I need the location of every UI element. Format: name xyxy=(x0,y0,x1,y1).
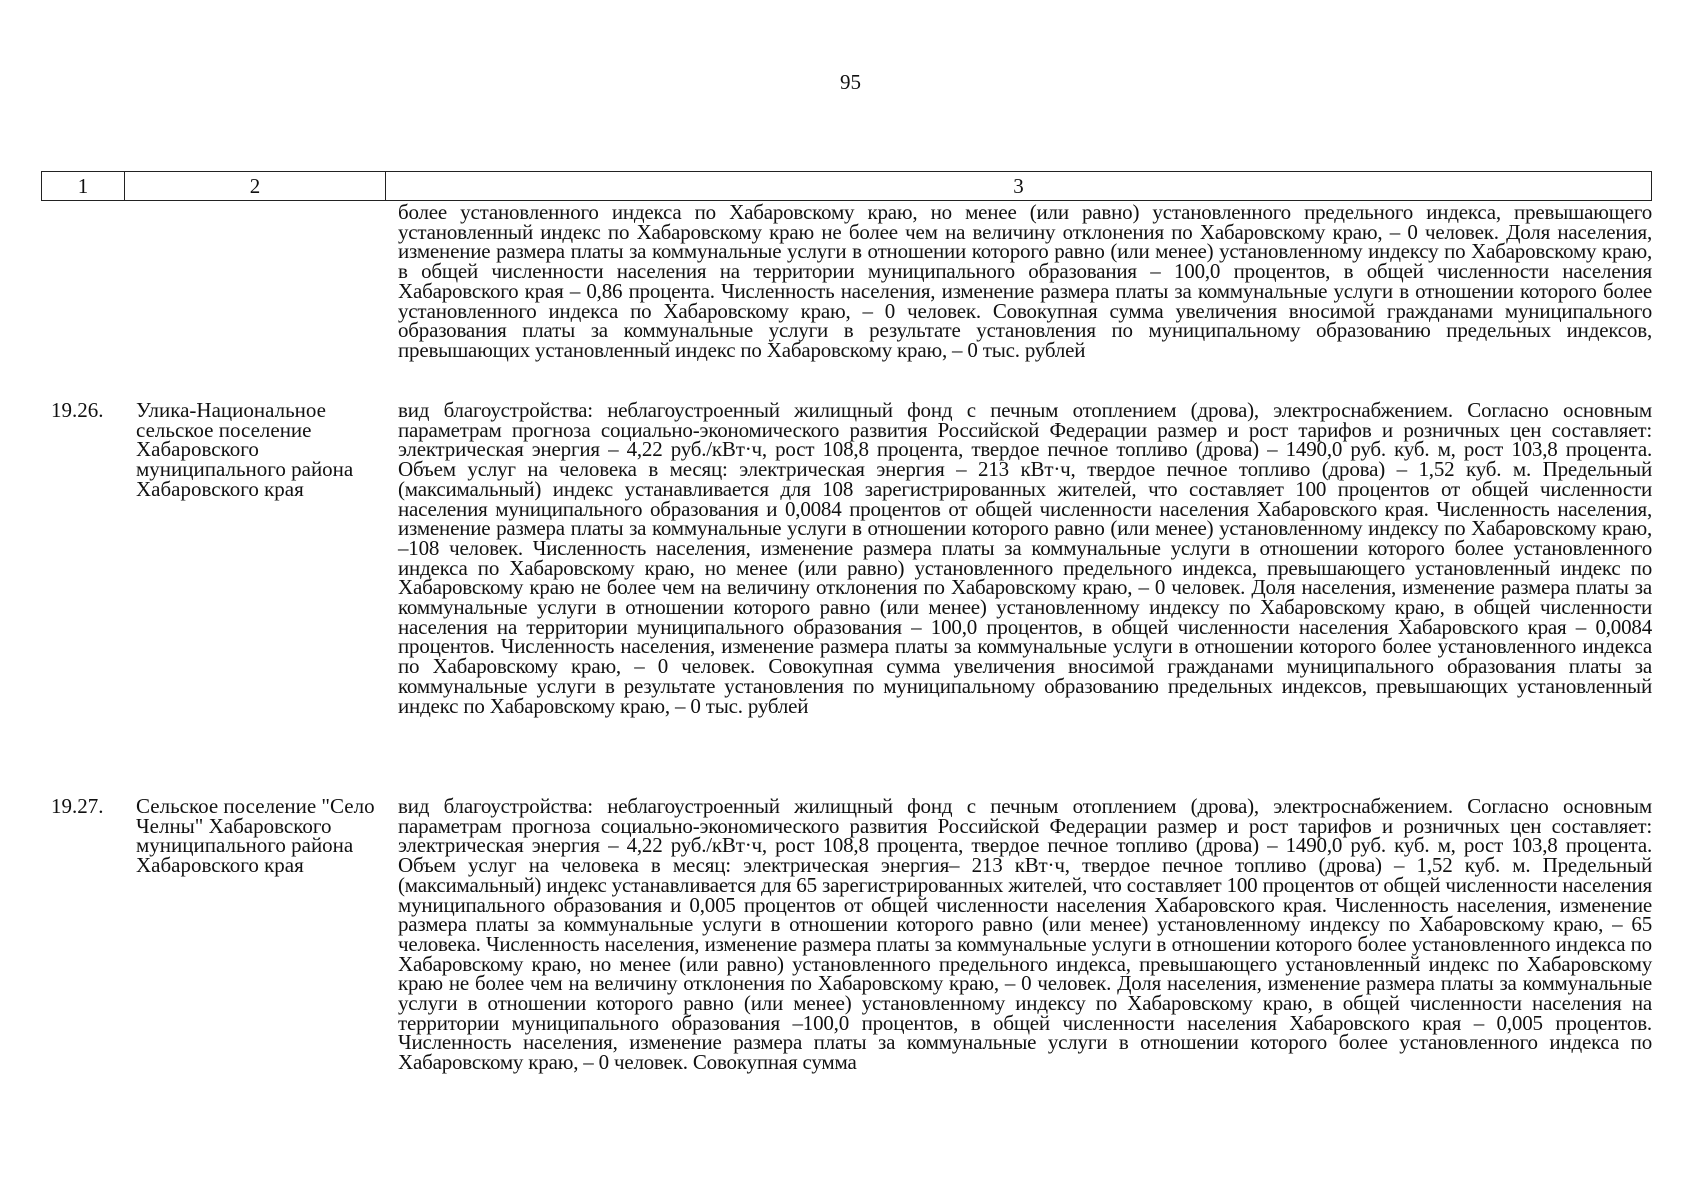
column-header-3: 3 xyxy=(386,172,1652,201)
municipality-name: Сельское поселение "Село Челны" Хабаровского муниципального района Хабаровского края xyxy=(136,794,375,878)
column-header-1: 1 xyxy=(42,172,125,201)
row-description-text: вид благоустройства: неблагоустроенный жилищный фонд с печным отоплением (дрова), электроснабжением. Согласно основным параметрам прогноза социально-экономического развития Российской Федерации размер и рост тарифов и розничных цен составляет: электрическая энергия – 4,22 руб./кВт·ч, рост 108,8 процента, твердое печное топливо (дрова) – 1490,0 руб. куб. м, рост 103,8 процента. Объем услуг на человека в месяц: электрическая энергия – 213 кВт·ч, твердое печное топливо (дрова) – 1,52 куб. м. Предельный (максимальный) индекс устанавливается для 108 зарегистрированных жителей, что составляет 100 процентов от общей численности населения муниципального образования и 0,0084 процентов от общей численности населения Хабаровского края. Численность населения, изменение размера платы за коммунальные услуги в отношении которого равно (или менее) установленному индексу по Хабаровскому краю, –108 человек. Численность населения, изменение размера платы за коммунальные услуги в отношении которого более установленного индекса по Хабаровскому краю, но менее (или равно) установленного предельного индекса, превышающего установленный индекс по Хабаровскому краю не более чем на величину отклонения по Хабаровскому краю, – 0 человек. Доля населения, изменение размера платы за коммунальные услуги в отношении которого равно (или менее) установленному индексу по Хабаровскому краю, в общей численности населения на территории муниципального образования – 100,0 процентов, в общей численности населения Хабаровского края – 0,0084 процентов. Численность населения, изменение размера платы за коммунальные услуги в отношении которого более установленного индекса по Хабаровскому краю, – 0 человек. Совокупная сумма увеличения вносимой гражданами муниципального образования платы за коммунальные услуги в результате установления по муниципальному образованию предельных индексов, превышающих установленный индекс по Хабаровскому краю, – 0 тыс. рублей xyxy=(398,398,1652,718)
row-number: 19.26. xyxy=(51,398,104,422)
row-description-text: вид благоустройства: неблагоустроенный жилищный фонд с печным отоплением (дрова), электроснабжением. Согласно основным параметрам прогноза социально-экономического развития Российской Федерации размер и рост тарифов и розничных цен составляет: электрическая энергия – 4,22 руб./кВт·ч, рост 108,8 процента, твердое печное топливо (дрова) – 1490,0 руб. куб. м, рост 103,8 процента. Объем услуг на человека в месяц: электрическая энергия– 213 кВт·ч, твердое печное топливо (дрова) – 1,52 куб. м. Предельный (максимальный) индекс устанавливается для 65 зарегистрированных жителей, что составляет 100 процентов от общей численности населения муниципального образования и 0,005 процентов от общей численности населения Хабаровского края. Численность населения, изменение размера платы за коммунальные услуги в отношении которого равно (или менее) установленному индексу по Хабаровскому краю, – 65 человека. Численность населения, изменение размера платы за коммунальные услуги в отношении которого более установленного индекса по Хабаровскому краю, но менее (или равно) установленного предельного индекса, превышающего установленный индекс по Хабаровскому краю не более чем на величину отклонения по Хабаровскому краю, – 0 человек. Доля населения, изменение размера платы за коммунальные услуги в отношении которого равно (или менее) установленному индексу по Хабаровскому краю, в общей численности населения на территории муниципального образования –100,0 процентов, в общей численности населения Хабаровского края – 0,005 процентов. Численность населения, изменение размера платы за коммунальные услуги в отношении которого более установленного индекса по Хабаровскому краю, – 0 человек. Совокупная сумма xyxy=(398,794,1652,1075)
column-header-2: 2 xyxy=(125,172,386,201)
table-header xyxy=(41,171,1652,201)
municipality-name: Улика-Национальное сельское поселение Хабаровского муниципального района Хабаровского края xyxy=(136,398,354,501)
page-number: 95 xyxy=(840,70,861,94)
row-number: 19.27. xyxy=(51,794,104,818)
row-description-text: более установленного индекса по Хабаровскому краю, но менее (или равно) установленного предельного индекса, превышающего установленный индекс по Хабаровскому краю не более чем на величину отклонения по Хабаровскому краю, – 0 человек. Доля населения, изменение размера платы за коммунальные услуги в отношении которого равно (или менее) установленному индексу по Хабаровскому краю, в общей численности населения на территории муниципального образования – 100,0 процентов, в общей численности населения Хабаровского края – 0,86 процента. Численность населения, изменение размера платы за коммунальные услуги в отношении которого более установленного индекса по Хабаровскому краю, – 0 человек. Совокупная сумма увеличения вносимой гражданами муниципального образования платы за коммунальные услуги в результате установления по муниципальному образованию предельных индексов, превышающих установленный индекс по Хабаровскому краю, – 0 тыс. рублей xyxy=(398,200,1652,362)
